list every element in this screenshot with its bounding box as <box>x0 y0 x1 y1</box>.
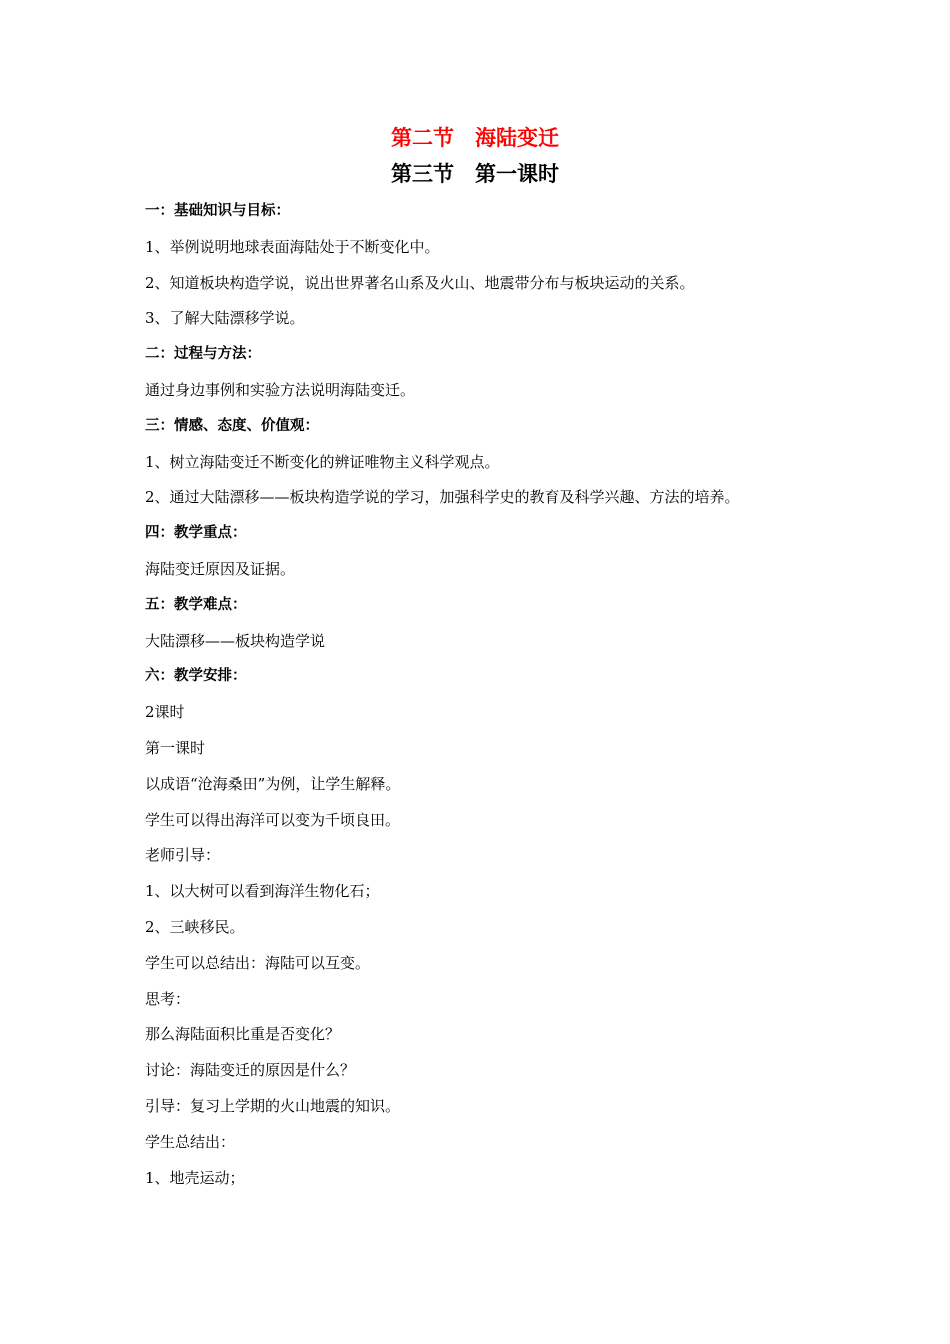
body-line: 海陆变迁原因及证据。 <box>145 560 296 578</box>
section-heading: 五：教学难点： <box>145 595 247 613</box>
section-heading: 四：教学重点： <box>145 524 247 542</box>
document-title: 第二节 海陆变迁 <box>391 125 559 150</box>
body-line: 讨论：海陆变迁的原因是什么？ <box>145 1061 356 1080</box>
body-line: 1、地壳运动； <box>145 1168 245 1187</box>
body-line: 学生总结出： <box>145 1132 236 1151</box>
body-line: 学生可以得出海洋可以变为千顷良田。 <box>145 810 401 829</box>
body-line: 学生可以总结出：海陆可以互变。 <box>145 953 371 972</box>
body-line: 1、树立海陆变迁不断变化的辨证唯物主义科学观点。 <box>145 452 500 471</box>
body-line: 老师引导： <box>145 846 221 865</box>
body-line: 1、以大树可以看到海洋生物化石； <box>145 882 380 901</box>
body-line: 2、三峡移民。 <box>145 918 245 936</box>
section-heading: 六：教学安排： <box>145 667 247 685</box>
body-line: 1、举例说明地球表面海陆处于不断变化中。 <box>145 237 440 256</box>
section-heading: 一：基础知识与目标： <box>145 202 290 219</box>
body-line: 第一课时 <box>145 739 206 757</box>
body-line: 以成语“沧海桑田”为例，让学生解释。 <box>145 774 401 793</box>
body-line: 3、了解大陆漂移学说。 <box>145 309 305 328</box>
body-line: 通过身边事例和实验方法说明海陆变迁。 <box>145 381 416 399</box>
body-line: 大陆漂移——板块构造学说 <box>145 631 326 650</box>
section-heading: 二：过程与方法： <box>145 345 261 363</box>
document-subtitle: 第三节 第一课时 <box>391 161 559 186</box>
body-line: 思考： <box>145 989 191 1008</box>
body-line: 2、知道板块构造学说，说出世界著名山系及火山、地震带分布与板块运动的关系。 <box>145 273 695 292</box>
body-line: 那么海陆面积比重是否变化？ <box>145 1025 341 1044</box>
body-line: 引导：复习上学期的火山地震的知识。 <box>145 1097 401 1115</box>
body-line: 2课时 <box>145 703 185 722</box>
section-heading: 三：情感、态度、价值观： <box>145 416 319 434</box>
body-line: 2、通过大陆漂移——板块构造学说的学习，加强科学史的教育及科学兴趣、方法的培养。 <box>145 488 740 507</box>
